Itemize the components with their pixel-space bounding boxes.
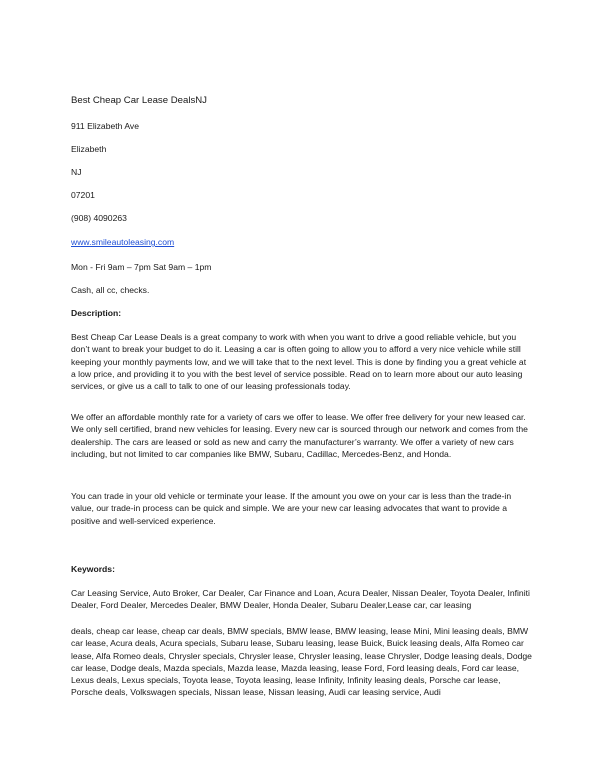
- description-heading: Description:: [71, 308, 122, 318]
- description-paragraph-1: Best Cheap Car Lease Deals is a great company to work with when you want to drive a good reliable vehicle, but you don’t want to break your budget to do it. Leasing a car is often going to allow you to afford a very nice vehicle while still keeping your monthly payments low, and we will take that to the next level. This is done by finding you a great vehicle at a low price, and providing it to you with the best level of service possible. Read on to learn more about our auto leasing services, or give us a call to talk to one of our leasing professionals today.: [71, 332, 527, 392]
- website-link[interactable]: www.smileautoleasing.com: [71, 237, 175, 247]
- street-address: 911 Elizabeth Ave: [71, 121, 140, 131]
- zip-code: 07201: [71, 190, 95, 200]
- business-title: Best Cheap Car Lease DealsNJ: [71, 95, 207, 106]
- business-hours: Mon - Fri 9am – 7pm Sat 9am – 1pm: [71, 262, 212, 272]
- keywords-heading: Keywords:: [71, 564, 115, 574]
- payment-methods: Cash, all cc, checks.: [71, 285, 150, 295]
- phone-number: (908) 4090263: [71, 213, 127, 223]
- keywords-paragraph-2: deals, cheap car lease, cheap car deals, BMW specials, BMW lease, BMW leasing, lease Mini, Mini leasing deals, BMW car lease, Acura deals, Acura specials, Subaru lease, Subaru leasing, lease Buick, Buick leasing deals, Alfa Romeo car lease, Alfa Romeo deals, Chrysler specials, Chrysler lease, Chrysler leasing, lease Chrysler, Dodge leasing deals, Dodge car lease, Dodge deals, Mazda specials, Mazda lease, Mazda leasing, lease Ford, Ford leasing deals, Ford car lease, Lexus deals, Lexus specials, Toyota lease, Toyota leasing, lease Infinity, Infinity leasing deals, Porsche car lease, Porsche deals, Volkswagen specials, Nissan lease, Nissan leasing, Audi car leasing service, Audi: [71, 626, 532, 698]
- description-paragraph-2: We offer an affordable monthly rate for a variety of cars we offer to lease. We offer free delivery for your new leased car. We only sell certified, brand new vehicles for leasing. Every new car is sourced through our network and comes from the dealership. The cars are leased or sold as new and carry the manufacturer’s warranty. We offer a variety of new cars including, but not limited to car companies like BMW, Subaru, Cadillac, Mercedes-Benz, and Honda.: [71, 412, 528, 459]
- state: NJ: [71, 167, 82, 177]
- city: Elizabeth: [71, 144, 107, 154]
- description-paragraph-3: You can trade in your old vehicle or terminate your lease. If the amount you owe on your car is less than the trade-in value, our trade-in process can be quick and simple. We are your new car leasing advocates that want to provide a positive and well-serviced experience.: [71, 491, 512, 526]
- keywords-paragraph-1: Car Leasing Service, Auto Broker, Car Dealer, Car Finance and Loan, Acura Dealer, Nissan Dealer, Toyota Dealer, Infiniti Dealer, Ford Dealer, Mercedes Dealer, BMW Dealer, Honda Dealer, Subaru Dealer,Lease car, car leasing: [71, 588, 530, 611]
